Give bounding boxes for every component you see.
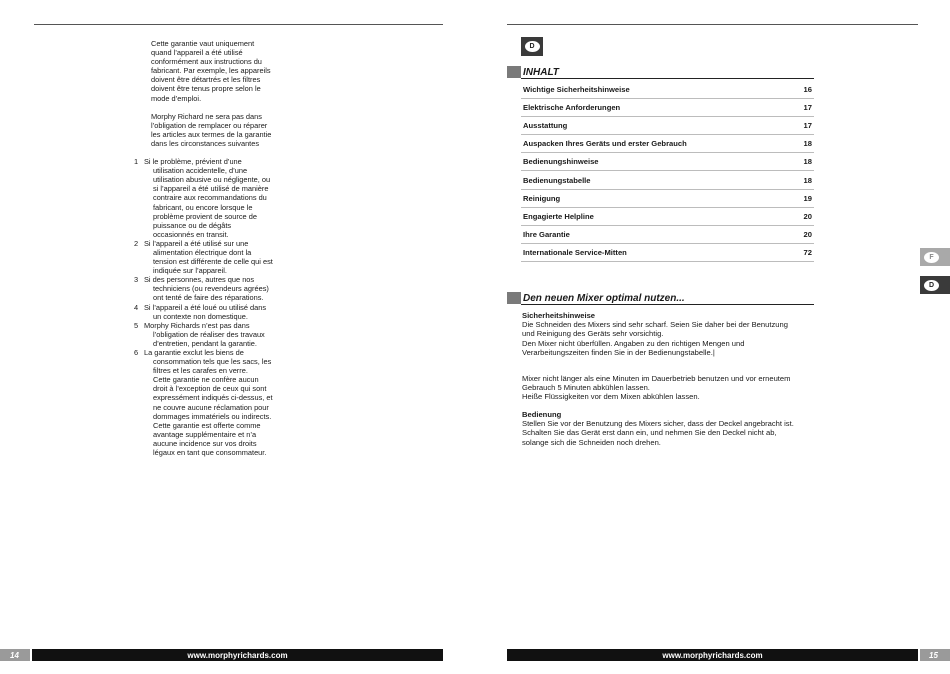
toc-entry-label: Ihre Garantie	[523, 229, 570, 239]
text-line: légaux en tant que consommateur.	[153, 448, 267, 458]
toc-entry-page: 72	[803, 247, 812, 257]
text-line: Den Mixer nicht überfüllen. Angaben zu den richtigen Mengen und	[522, 338, 745, 348]
text-line: Mixer nicht länger als eine Minuten im Dauerbetrieb benutzen und vor erneutem	[522, 374, 791, 383]
toc-row[interactable]	[521, 81, 814, 99]
text-line: droit à l’exception de ceux qui sont	[153, 384, 267, 394]
toc-entry-label: Engagierte Helpline	[523, 211, 594, 221]
toc-entry-label: Internationale Service-Mitten	[523, 247, 627, 257]
text-line: dommages immatériels ou indirects.	[153, 411, 272, 421]
text-line: problème provient de source de	[153, 211, 257, 221]
toc-entry-page: 18	[803, 139, 812, 149]
text-line: dans les circonstances suivantes	[151, 138, 260, 148]
section-heading-underline	[521, 304, 814, 305]
toc-entry-page: 16	[803, 85, 812, 95]
exclusion-item	[134, 348, 294, 457]
footer-url-left: www.morphyrichards.com	[32, 649, 443, 661]
toc-entry-page: 17	[803, 103, 812, 113]
text-line: Cette garantie est offerte comme	[153, 420, 261, 430]
text-line: fabricant. Par exemple, les appareils	[151, 66, 271, 76]
toc-row[interactable]	[521, 190, 814, 208]
toc-row[interactable]	[521, 99, 814, 117]
text-line: conformément aux instructions du	[151, 57, 262, 67]
section-heading	[507, 292, 685, 304]
exclusion-text	[144, 239, 294, 275]
text-line: Gebrauch 5 Minuten abkühlen lassen.	[522, 383, 650, 393]
toc-entry-page: 20	[803, 211, 812, 221]
exclusion-number: 2	[134, 238, 139, 248]
top-rule-left	[34, 24, 443, 25]
toc-title: INHALT	[523, 66, 559, 78]
toc-entry-label: Reinigung	[523, 193, 561, 203]
text-line: mode d’emploi.	[151, 93, 202, 103]
text-line: consommation tels que les sacs, les	[153, 357, 272, 367]
language-tab-label: F	[924, 252, 939, 263]
text-line: techniciens (ou revendeurs agrées)	[153, 284, 269, 294]
exclusion-item	[134, 239, 294, 275]
section-marker	[507, 292, 521, 304]
text-line: expressément indiqués ci-dessus, et	[153, 393, 273, 403]
exclusion-text	[144, 275, 294, 302]
exclusion-number: 5	[134, 320, 139, 330]
text-line: l’obligation de réaliser des travaux	[153, 329, 265, 339]
toc-entry-label: Bedienungshinweise	[523, 157, 599, 167]
toc-entry-label: Elektrische Anforderungen	[523, 103, 621, 113]
text-line: occasionnés en transit.	[153, 229, 229, 239]
operation-block	[522, 410, 822, 447]
toc-row[interactable]	[521, 171, 814, 189]
top-rule-right	[507, 24, 918, 25]
toc-row[interactable]	[521, 226, 814, 244]
text-line: Morphy Richards n’est pas dans	[144, 320, 250, 330]
exclusion-item	[134, 303, 294, 321]
toc-row[interactable]	[521, 244, 814, 262]
exclusion-number: 6	[134, 348, 139, 357]
safety-block	[522, 311, 822, 357]
language-badge	[521, 37, 543, 56]
exclusion-item	[134, 321, 294, 348]
safety-heading: Sicherheitshinweise	[522, 311, 596, 320]
language-tab-label: D	[924, 280, 939, 291]
toc-row[interactable]	[521, 153, 814, 171]
exclusion-number: 4	[134, 302, 139, 312]
text-line: Cette garantie ne confère aucun	[153, 375, 259, 385]
toc-entry-page: 17	[803, 121, 812, 131]
text-line: aucune incidence sur vos droits	[153, 438, 257, 448]
text-line: Verarbeitungszeiten finden Sie in der Bedienungstabelle.|	[522, 347, 715, 357]
text-line: tension est différente de celle qui est	[153, 257, 273, 267]
text-line: doivent être détartrés et les filtres	[151, 75, 261, 85]
language-badge-label: D	[525, 41, 540, 52]
text-line: indiquée sur l’appareil.	[153, 266, 227, 276]
text-line: Cette garantie vaut uniquement	[151, 39, 255, 48]
toc-entry-label: Wichtige Sicherheitshinweise	[523, 85, 630, 95]
text-line: utilisation accidentelle, d’une	[153, 166, 248, 176]
text-line: les articles aux termes de la garantie	[151, 129, 272, 139]
toc-row[interactable]	[521, 135, 814, 153]
text-line: fabricant, ou encore lorsque le	[153, 202, 253, 212]
text-line: Morphy Richard ne sera pas dans	[151, 111, 262, 121]
exclusion-item	[134, 275, 294, 302]
text-line: und Reinigung des Geräts sehr vorsichtig.	[522, 329, 664, 339]
toc-entry-label: Bedienungstabelle	[523, 175, 591, 185]
page-number-right: 15	[920, 649, 950, 661]
mixer-usage-block	[522, 374, 822, 402]
text-line: ont tenté de faire des réparations.	[153, 293, 264, 303]
text-line: d’entretien, pendant la garantie.	[153, 338, 257, 348]
text-line: solange sich die Schneiden noch drehen.	[522, 437, 661, 447]
toc-entry-label: Auspacken Ihres Geräts und erster Gebrauch	[523, 139, 687, 149]
toc-row[interactable]	[521, 117, 814, 135]
section-marker	[507, 66, 521, 78]
text-line: Si le problème, prévient d’une	[144, 157, 242, 167]
text-line: Die Schneiden des Mixers sind sehr scharf. Seien Sie daher bei der Benutzung	[522, 320, 788, 330]
exclusion-text	[144, 303, 294, 321]
text-line: filtres et les carafes en verre.	[153, 366, 248, 376]
language-tab-d[interactable]	[920, 276, 950, 294]
exclusion-item	[134, 157, 294, 239]
text-line: ne couvre aucune réclamation pour	[153, 402, 269, 412]
exclusion-number: 3	[134, 275, 139, 285]
page-number-left: 14	[0, 649, 30, 661]
exclusion-text	[144, 157, 294, 239]
text-line: un contexte non domestique.	[153, 311, 248, 321]
toc-entry-page: 18	[803, 157, 812, 167]
text-line: puissance ou de dégâts	[153, 220, 232, 230]
text-line: alimentation électrique dont la	[153, 247, 252, 257]
toc-heading-underline	[521, 78, 814, 79]
toc-heading	[507, 66, 559, 78]
text-line: contraire aux recommandations du	[153, 193, 267, 203]
exclusion-number: 1	[134, 157, 139, 167]
text-line: avantage supplémentaire et n’a	[153, 429, 257, 439]
text-line: Heiße Flüssigkeiten vor dem Mixen abkühlen lassen.	[522, 392, 700, 402]
exclusion-text	[144, 321, 294, 348]
text-line: Stellen Sie vor der Benutzung des Mixers sicher, dass der Deckel angebracht ist.	[522, 419, 794, 429]
operation-heading: Bedienung	[522, 410, 562, 419]
text-line: Si l’appareil a été loué ou utilisé dans	[144, 302, 267, 312]
footer-url-right: www.morphyrichards.com	[507, 649, 918, 661]
text-line: doivent être tenus propre selon le	[151, 84, 261, 94]
text-line: si l’appareil a été utilisé de manière	[153, 184, 269, 194]
table-of-contents	[521, 81, 814, 262]
text-line: utilisation abusive ou négligente, ou	[153, 175, 271, 185]
text-line: Si l’appareil a été utilisé sur une	[144, 238, 249, 248]
language-tab-f[interactable]	[920, 248, 950, 266]
text-line: quand l’appareil a été utilisé	[151, 48, 243, 58]
warranty-paragraph-1	[134, 39, 294, 103]
toc-row[interactable]	[521, 208, 814, 226]
section-title: Den neuen Mixer optimal nutzen...	[523, 292, 685, 304]
exclusions-list	[134, 157, 294, 457]
toc-entry-page: 18	[803, 175, 812, 185]
toc-entry-label: Ausstattung	[523, 121, 568, 131]
text-line: l’obligation de remplacer ou réparer	[151, 120, 268, 130]
text-line: Schalten Sie das Gerät erst dann ein, und nehmen Sie den Deckel nicht ab,	[522, 428, 777, 438]
toc-entry-page: 20	[803, 229, 812, 239]
text-line: Si des personnes, autres que nos	[144, 275, 255, 285]
text-line: La garantie exclut les biens de	[144, 348, 244, 357]
exclusion-text	[144, 348, 294, 457]
french-warranty-column	[134, 39, 294, 457]
warranty-paragraph-2	[134, 112, 294, 148]
toc-entry-page: 19	[803, 193, 812, 203]
